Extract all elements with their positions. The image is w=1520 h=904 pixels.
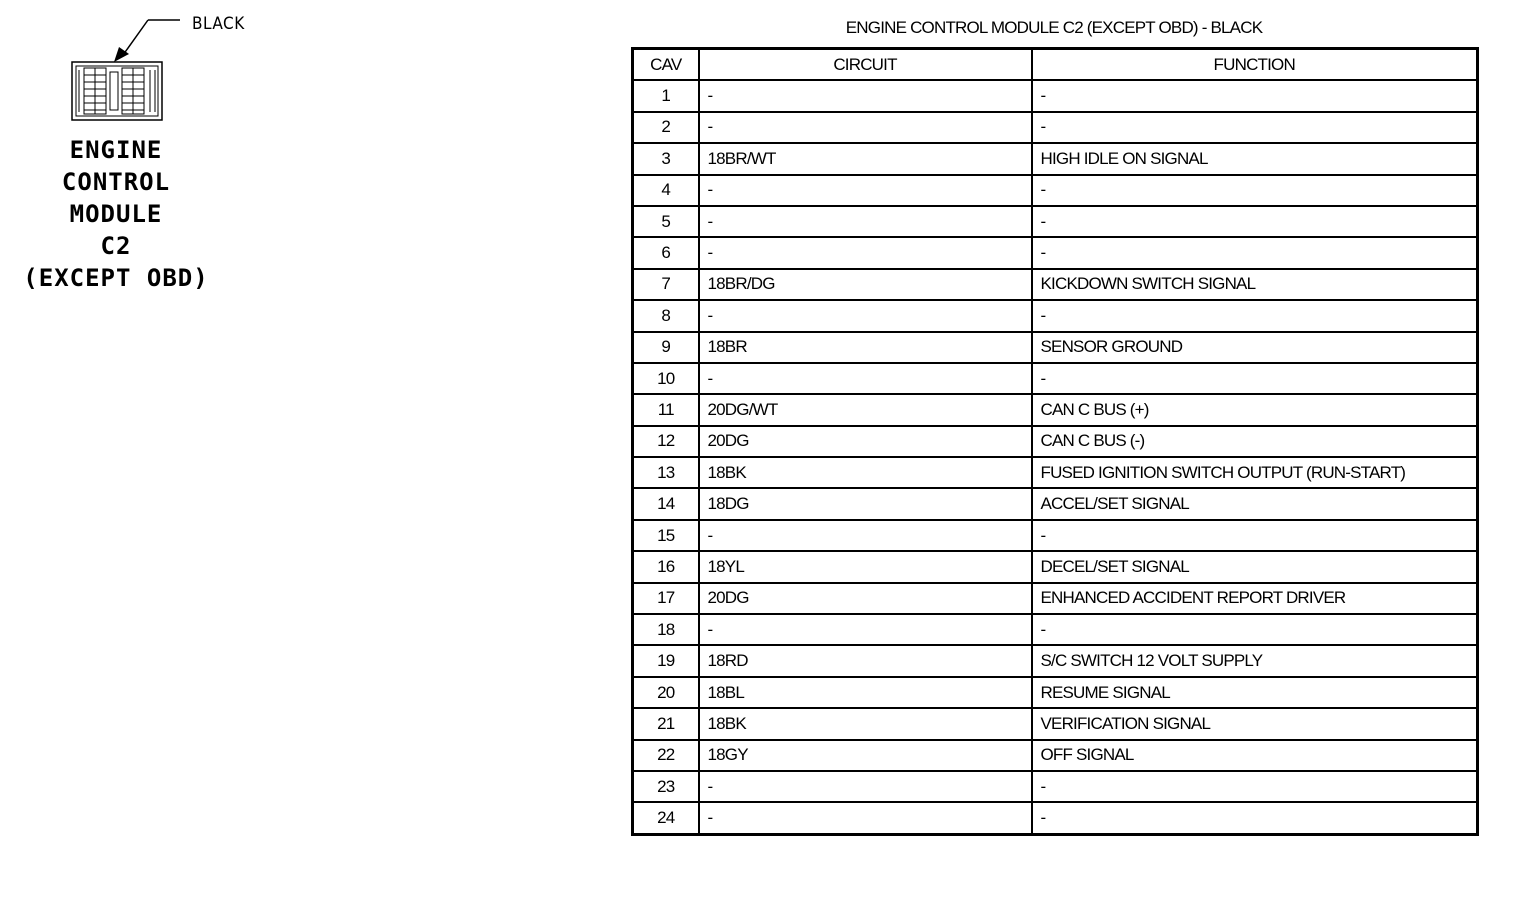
connector-figure xyxy=(0,0,260,320)
circuit-cell: 18BK xyxy=(699,457,1032,488)
function-cell: CAN C BUS (-) xyxy=(1032,426,1478,457)
table-row xyxy=(633,677,1478,708)
header-function: FUNCTION xyxy=(1032,49,1478,81)
circuit-cell: 20DG/WT xyxy=(699,394,1032,425)
function-cell: - xyxy=(1032,112,1478,143)
circuit-cell: 18BR/WT xyxy=(699,143,1032,174)
table-row xyxy=(633,740,1478,771)
circuit-cell: 18GY xyxy=(699,740,1032,771)
cav-cell: 23 xyxy=(633,771,699,802)
circuit-cell: - xyxy=(699,237,1032,268)
circuit-cell: - xyxy=(699,112,1032,143)
function-cell: S/C SWITCH 12 VOLT SUPPLY xyxy=(1032,645,1478,676)
circuit-cell: - xyxy=(699,363,1032,394)
cav-cell: 9 xyxy=(633,332,699,363)
connector-label-line: ENGINE xyxy=(69,136,163,164)
table-row xyxy=(633,143,1478,174)
cav-cell: 18 xyxy=(633,614,699,645)
circuit-cell: 18YL xyxy=(699,551,1032,582)
cav-cell: 1 xyxy=(633,80,699,111)
table-row xyxy=(633,363,1478,394)
pinout-table xyxy=(631,47,1479,836)
circuit-cell: 18DG xyxy=(699,488,1032,519)
function-cell: DECEL/SET SIGNAL xyxy=(1032,551,1478,582)
table-title: ENGINE CONTROL MODULE C2 (EXCEPT OBD) - BLACK xyxy=(845,18,1263,37)
connector-label-line: C2 xyxy=(100,232,132,260)
connector-label-line: CONTROL xyxy=(61,168,171,196)
circuit-cell: 18RD xyxy=(699,645,1032,676)
table-row xyxy=(633,645,1478,676)
cav-cell: 14 xyxy=(633,488,699,519)
circuit-cell: 20DG xyxy=(699,426,1032,457)
function-cell: - xyxy=(1032,300,1478,331)
cav-cell: 19 xyxy=(633,645,699,676)
circuit-cell: 18BR xyxy=(699,332,1032,363)
connector-label-line: MODULE xyxy=(69,200,163,228)
cav-cell: 16 xyxy=(633,551,699,582)
table-row xyxy=(633,708,1478,739)
cav-cell: 5 xyxy=(633,206,699,237)
function-cell: OFF SIGNAL xyxy=(1032,740,1478,771)
cav-cell: 7 xyxy=(633,269,699,300)
table-row xyxy=(633,457,1478,488)
cav-cell: 22 xyxy=(633,740,699,771)
table-row xyxy=(633,394,1478,425)
function-cell: VERIFICATION SIGNAL xyxy=(1032,708,1478,739)
table-row xyxy=(633,175,1478,206)
table-row xyxy=(633,237,1478,268)
header-row xyxy=(633,49,1478,81)
table-row xyxy=(633,206,1478,237)
table-row xyxy=(633,583,1478,614)
table-row xyxy=(633,112,1478,143)
function-cell: - xyxy=(1032,614,1478,645)
circuit-cell: - xyxy=(699,614,1032,645)
table-row xyxy=(633,802,1478,834)
table-row xyxy=(633,520,1478,551)
header-cav: CAV xyxy=(633,49,699,81)
connector-label-line: (EXCEPT OBD) xyxy=(23,264,209,292)
function-cell: SENSOR GROUND xyxy=(1032,332,1478,363)
circuit-cell: - xyxy=(699,206,1032,237)
function-cell: - xyxy=(1032,175,1478,206)
table-row xyxy=(633,614,1478,645)
cav-cell: 24 xyxy=(633,802,699,834)
cav-cell: 11 xyxy=(633,394,699,425)
circuit-cell: 20DG xyxy=(699,583,1032,614)
function-cell: - xyxy=(1032,206,1478,237)
circuit-cell: - xyxy=(699,80,1032,111)
function-cell: CAN C BUS (+) xyxy=(1032,394,1478,425)
circuit-cell: 18BR/DG xyxy=(699,269,1032,300)
cav-cell: 6 xyxy=(633,237,699,268)
function-cell: - xyxy=(1032,237,1478,268)
table-row xyxy=(633,426,1478,457)
cav-cell: 8 xyxy=(633,300,699,331)
table-row xyxy=(633,80,1478,111)
table-row xyxy=(633,332,1478,363)
function-cell: - xyxy=(1032,802,1478,834)
table-row xyxy=(633,300,1478,331)
cav-cell: 17 xyxy=(633,583,699,614)
function-cell: - xyxy=(1032,520,1478,551)
connector-color-callout: BLACK xyxy=(192,14,245,34)
circuit-cell: - xyxy=(699,802,1032,834)
table-row xyxy=(633,771,1478,802)
cav-cell: 21 xyxy=(633,708,699,739)
circuit-cell: - xyxy=(699,175,1032,206)
function-cell: HIGH IDLE ON SIGNAL xyxy=(1032,143,1478,174)
cav-cell: 10 xyxy=(633,363,699,394)
cav-cell: 4 xyxy=(633,175,699,206)
circuit-cell: 18BK xyxy=(699,708,1032,739)
cav-cell: 12 xyxy=(633,426,699,457)
circuit-cell: - xyxy=(699,300,1032,331)
function-cell: - xyxy=(1032,80,1478,111)
cav-cell: 15 xyxy=(633,520,699,551)
header-circuit: CIRCUIT xyxy=(699,49,1032,81)
cav-cell: 13 xyxy=(633,457,699,488)
function-cell: RESUME SIGNAL xyxy=(1032,677,1478,708)
connector-label xyxy=(0,134,232,294)
table-row xyxy=(633,551,1478,582)
circuit-cell: - xyxy=(699,520,1032,551)
function-cell: ACCEL/SET SIGNAL xyxy=(1032,488,1478,519)
table-row xyxy=(633,269,1478,300)
table-row xyxy=(633,488,1478,519)
circuit-cell: 18BL xyxy=(699,677,1032,708)
cav-cell: 2 xyxy=(633,112,699,143)
function-cell: KICKDOWN SWITCH SIGNAL xyxy=(1032,269,1478,300)
circuit-cell: - xyxy=(699,771,1032,802)
function-cell: - xyxy=(1032,771,1478,802)
function-cell: - xyxy=(1032,363,1478,394)
table-body xyxy=(633,80,1478,834)
cav-cell: 3 xyxy=(633,143,699,174)
function-cell: FUSED IGNITION SWITCH OUTPUT (RUN-START) xyxy=(1032,457,1478,488)
function-cell: ENHANCED ACCIDENT REPORT DRIVER xyxy=(1032,583,1478,614)
cav-cell: 20 xyxy=(633,677,699,708)
